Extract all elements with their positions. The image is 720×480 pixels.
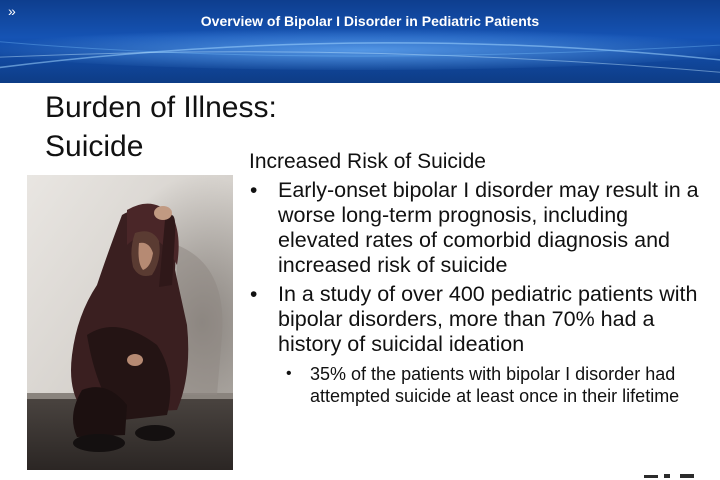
bullet-item [249,178,709,278]
slide-title-line2: Suicide [45,130,144,163]
slide-content [249,148,709,411]
bullet-list [249,178,709,407]
photo-illustration [27,175,233,470]
presentation-title: Overview of Bipolar I Disorder in Pediatric Patients [200,13,540,29]
bullet-text: Early-onset bipolar I disorder may result in a worse long-term prognosis, including elevated rates of comorbid diagnosis and increased risk of suicide [278,178,699,277]
slide-title-line1: Burden of Illness: [45,91,277,124]
sub-bullet-list [278,363,709,407]
sub-bullet-text: 35% of the patients with bipolar I disorder had attempted suicide at least once in their lifetime [310,364,680,406]
header-banner [0,0,720,83]
bullet-icon: • [250,283,258,306]
section-subheading: Increased Risk of Suicide [249,150,486,173]
bullet-text: In a study of over 400 pediatric patients with bipolar disorders, more than 70% had a history of suicidal ideation [278,282,698,356]
corner-logo-fragment [640,468,700,480]
nav-chevron-icon[interactable]: » [8,3,16,19]
sub-bullet-item [278,363,709,407]
bullet-item [249,282,709,407]
bullet-icon: • [250,179,258,202]
sub-bullet-icon: • [286,365,292,382]
person-sitting-photo [27,175,233,470]
